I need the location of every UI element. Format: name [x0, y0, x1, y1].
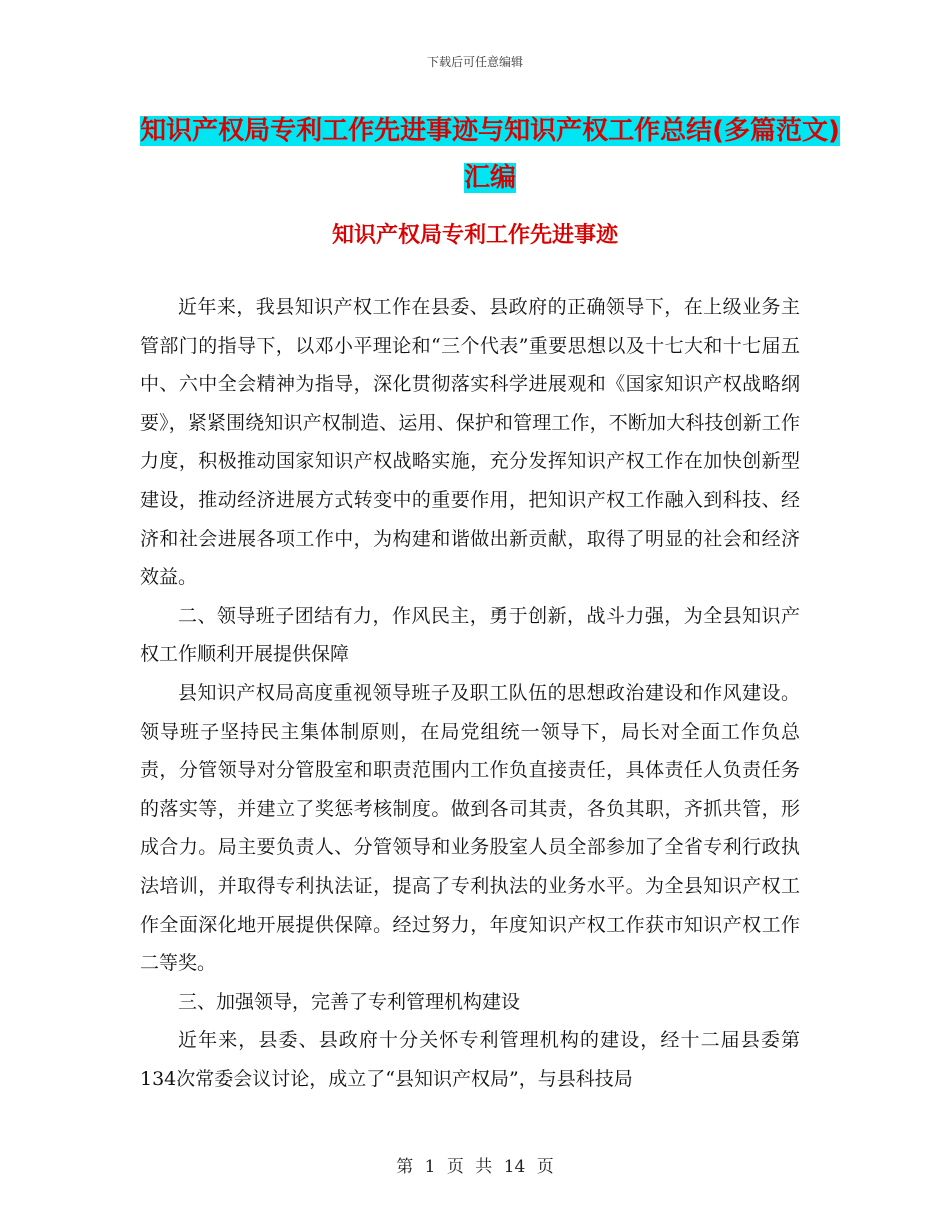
section-title: 知识产权局专利工作先进事迹 — [331, 223, 618, 248]
paragraph-heading-2: 二、领导班子团结有力，作风民主，勇于创新，战斗力强，为全县知识产权工作顺利开展提供保障 — [140, 604, 800, 666]
document-body — [140, 288, 800, 1098]
paragraph-heading-3: 三、加强领导，完善了专利管理机构建设 — [178, 990, 521, 1013]
document-title-text: 知识产权局专利工作先进事迹与知识产权工作总结(多篇范文)汇编 — [140, 116, 840, 193]
document-title — [140, 108, 840, 202]
paragraph-leadership: 县知识产权局高度重视领导班子及职工队伍的思想政治建设和作风建设。领导班子坚持民主集体制原则，在局党组统一领导下，局长对全面工作负总责，分管领导对分管股室和职责范围内工作负直接责任，具体责任人负责任务的落实等，并建立了奖惩考核制度。做到各司其责，各负其职，齐抓共管，形成合力。局主要负责人、分管领导和业务股室人员全部参加了全省专利行政执法培训，并取得专利执法证，提高了专利执法的业务水平。为全县知识产权工作全面深化地开展提供保障。经过努力，年度知识产权工作获市知识产权工作二等奖。 — [140, 681, 800, 975]
paragraph-intro: 近年来，我县知识产权工作在县委、县政府的正确领导下，在上级业务主管部门的指导下，以邓小平理论和“三个代表”重要思想以及十七大和十七届五中、六中全会精神为指导，深化贯彻落实科学进展观和《国家知识产权战略纲要》，紧紧围绕知识产权制造、运用、保护和管理工作，不断加大科技创新工作力度，积极推动国家知识产权战略实施，充分发挥知识产权工作在加快创新型建设，推动经济进展方式转变中的重要作用，把知识产权工作融入到科技、经济和社会进展各项工作中，为构建和谐做出新贡献，取得了明显的社会和经济效益。 — [140, 296, 800, 589]
paragraph-organization: 近年来，县委、县政府十分关怀专利管理机构的建设，经十二届县委第134次常委会议讨论，成立了“县知识产权局”，与县科技局 — [140, 1029, 800, 1090]
page-number: 第 1 页 共 14 页 — [396, 1157, 554, 1177]
header-note: 下载后可任意编辑 — [426, 55, 523, 69]
